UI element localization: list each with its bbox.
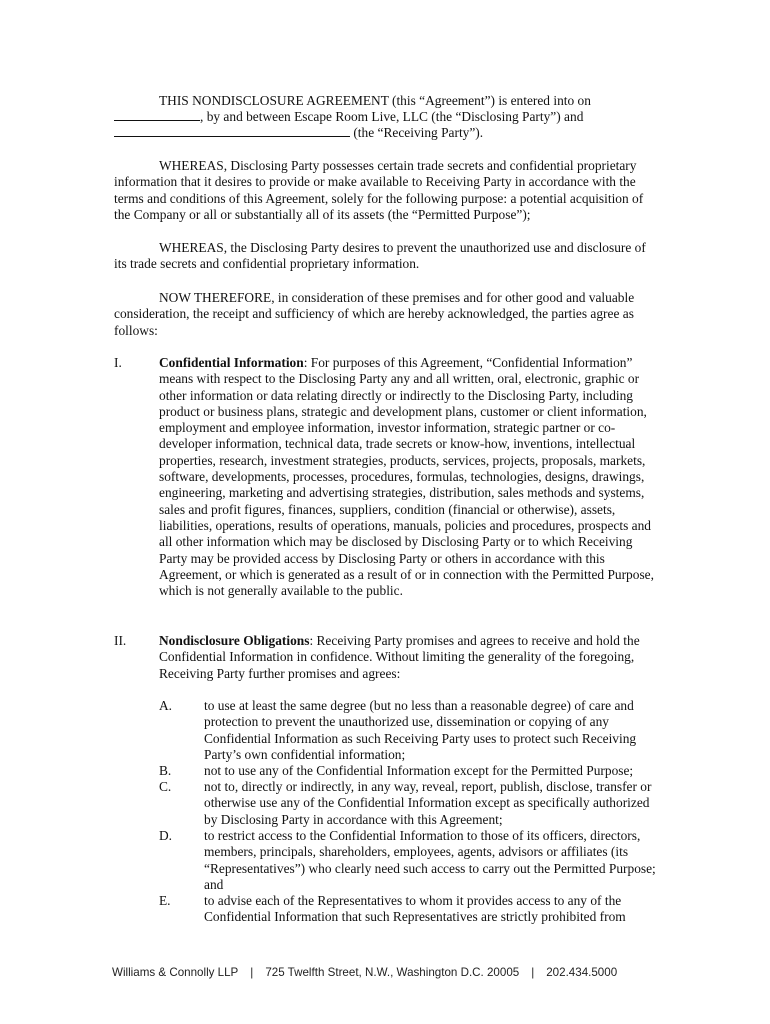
subitem-letter: A. — [159, 698, 173, 713]
subitem-letter: D. — [159, 828, 173, 843]
section-heading: Nondisclosure Obligations — [159, 633, 310, 648]
whereas-clause-1: WHEREAS, Disclosing Party possesses certain trade secrets and confidential proprietary information that it desires to provide or make available to Receiving Party in accordance with the terms and conditions of this Agreement, solely for the following purpose: a potential acquisition of the Company or all or substantially all of its assets (the “Permitted Purpose”); — [114, 158, 644, 222]
section-text: : For purposes of this Agreement, “Confidential Information” means with respect to the Disclosing Party any and all written, oral, electronic, graphic or other information or data relating directly or indirectly to the Disclosing Party, including product or business plans, strategic and development plans, customer or client information, employment and employee information, investor information, strategic partner or co-developer information, technical data, trade secrets or know-how, inventions, intellectual properties, research, investment strategies, products, services, projects, proposals, markets, software, developments, processes, procedures, formulas, technologies, designs, drawings, engineering, marketing and advertising strategies, distribution, sales methods and systems, sales and profit figures, finances, suppliers, condition (financial or otherwise), assets, liabilities, operations, results of operations, manuals, policies and procedures, prospects and all other information which may be disclosed by Disclosing Party or to which Receiving Party may be provided access by Disclosing Party or others in accordance with this Agreement, or which is generated as a result of or in connection with the Permitted Purpose, which is not generally available to the public. — [159, 355, 654, 599]
intro-line-3-text: (the “Receiving Party”). — [350, 125, 484, 140]
intro-line-3 — [114, 125, 654, 141]
section-body — [159, 355, 659, 599]
subitem-text: not to, directly or indirectly, in any way, reveal, report, publish, disclose, transfer or otherwise use any of the Confidential Information except as specifically authorized by Disclosing Party in accordance with this Agreement; — [204, 779, 652, 827]
section-number: I. — [114, 355, 122, 370]
footer-address: 725 Twelfth Street, N.W., Washington D.C. 20005 — [265, 966, 520, 979]
intro-line-1-text: THIS NONDISCLOSURE AGREEMENT (this “Agreement”) is entered into on — [159, 93, 591, 108]
subitem-c — [159, 779, 659, 828]
footer-firm-name: Williams & Connolly LLP — [112, 966, 239, 979]
page-footer — [112, 966, 672, 979]
subitem-d — [159, 828, 659, 893]
subitem-letter: E. — [159, 893, 171, 908]
section-number: II. — [114, 633, 127, 648]
intro-line-2-text: , by and between Escape Room Live, LLC (the “Disclosing Party”) and — [200, 109, 584, 124]
subitem-text: not to use any of the Confidential Information except for the Permitted Purpose; — [204, 763, 634, 778]
now-therefore-clause: NOW THEREFORE, in consideration of these premises and for other good and valuable consideration, the receipt and sufficiency of which are hereby acknowledged, the parties agree as follows: — [114, 290, 635, 338]
subitem-letter: C. — [159, 779, 172, 794]
subitem-e — [159, 893, 659, 926]
footer-phone: 202.434.5000 — [546, 966, 618, 979]
subitem-letter: B. — [159, 763, 172, 778]
section-heading: Confidential Information — [159, 355, 304, 370]
section-body — [159, 633, 659, 682]
section-confidential-information — [114, 355, 659, 599]
subitem-text: to advise each of the Representatives to whom it provides access to any of the Confidential Information that such Representatives are strictly prohibited from — [204, 893, 626, 925]
receiving-party-blank — [114, 125, 350, 137]
subitem-text: to restrict access to the Confidential Information to those of its officers, directors, members, principals, shareholders, employees, agents, advisors or affiliates (its “Representatives”) who clearly need such access to carry out the Permitted Purpose; and — [204, 828, 656, 892]
section-nondisclosure-obligations — [114, 633, 659, 682]
date-blank — [114, 109, 200, 121]
subitem-b — [159, 763, 659, 779]
section-text: : Receiving Party promises and agrees to receive and hold the Confidential Information in confidence. Without limiting the generality of the foregoing, Receiving Party further promises and agrees: — [159, 633, 640, 681]
footer-separator: | — [250, 966, 254, 979]
footer-separator: | — [531, 966, 535, 979]
whereas-clause-2: WHEREAS, the Disclosing Party desires to prevent the unauthorized use and disclosure of its trade secrets and confidential proprietary information. — [114, 240, 646, 272]
intro-line-2 — [114, 109, 654, 125]
subitem-text: to use at least the same degree (but no less than a reasonable degree) of care and protection to prevent the unauthorized use, dissemination or copying of any Confidential Information as such Receiving Party uses to protect such Receiving Party’s own confidential information; — [204, 698, 637, 762]
intro-line-1 — [114, 93, 654, 109]
subitem-a — [159, 698, 659, 763]
